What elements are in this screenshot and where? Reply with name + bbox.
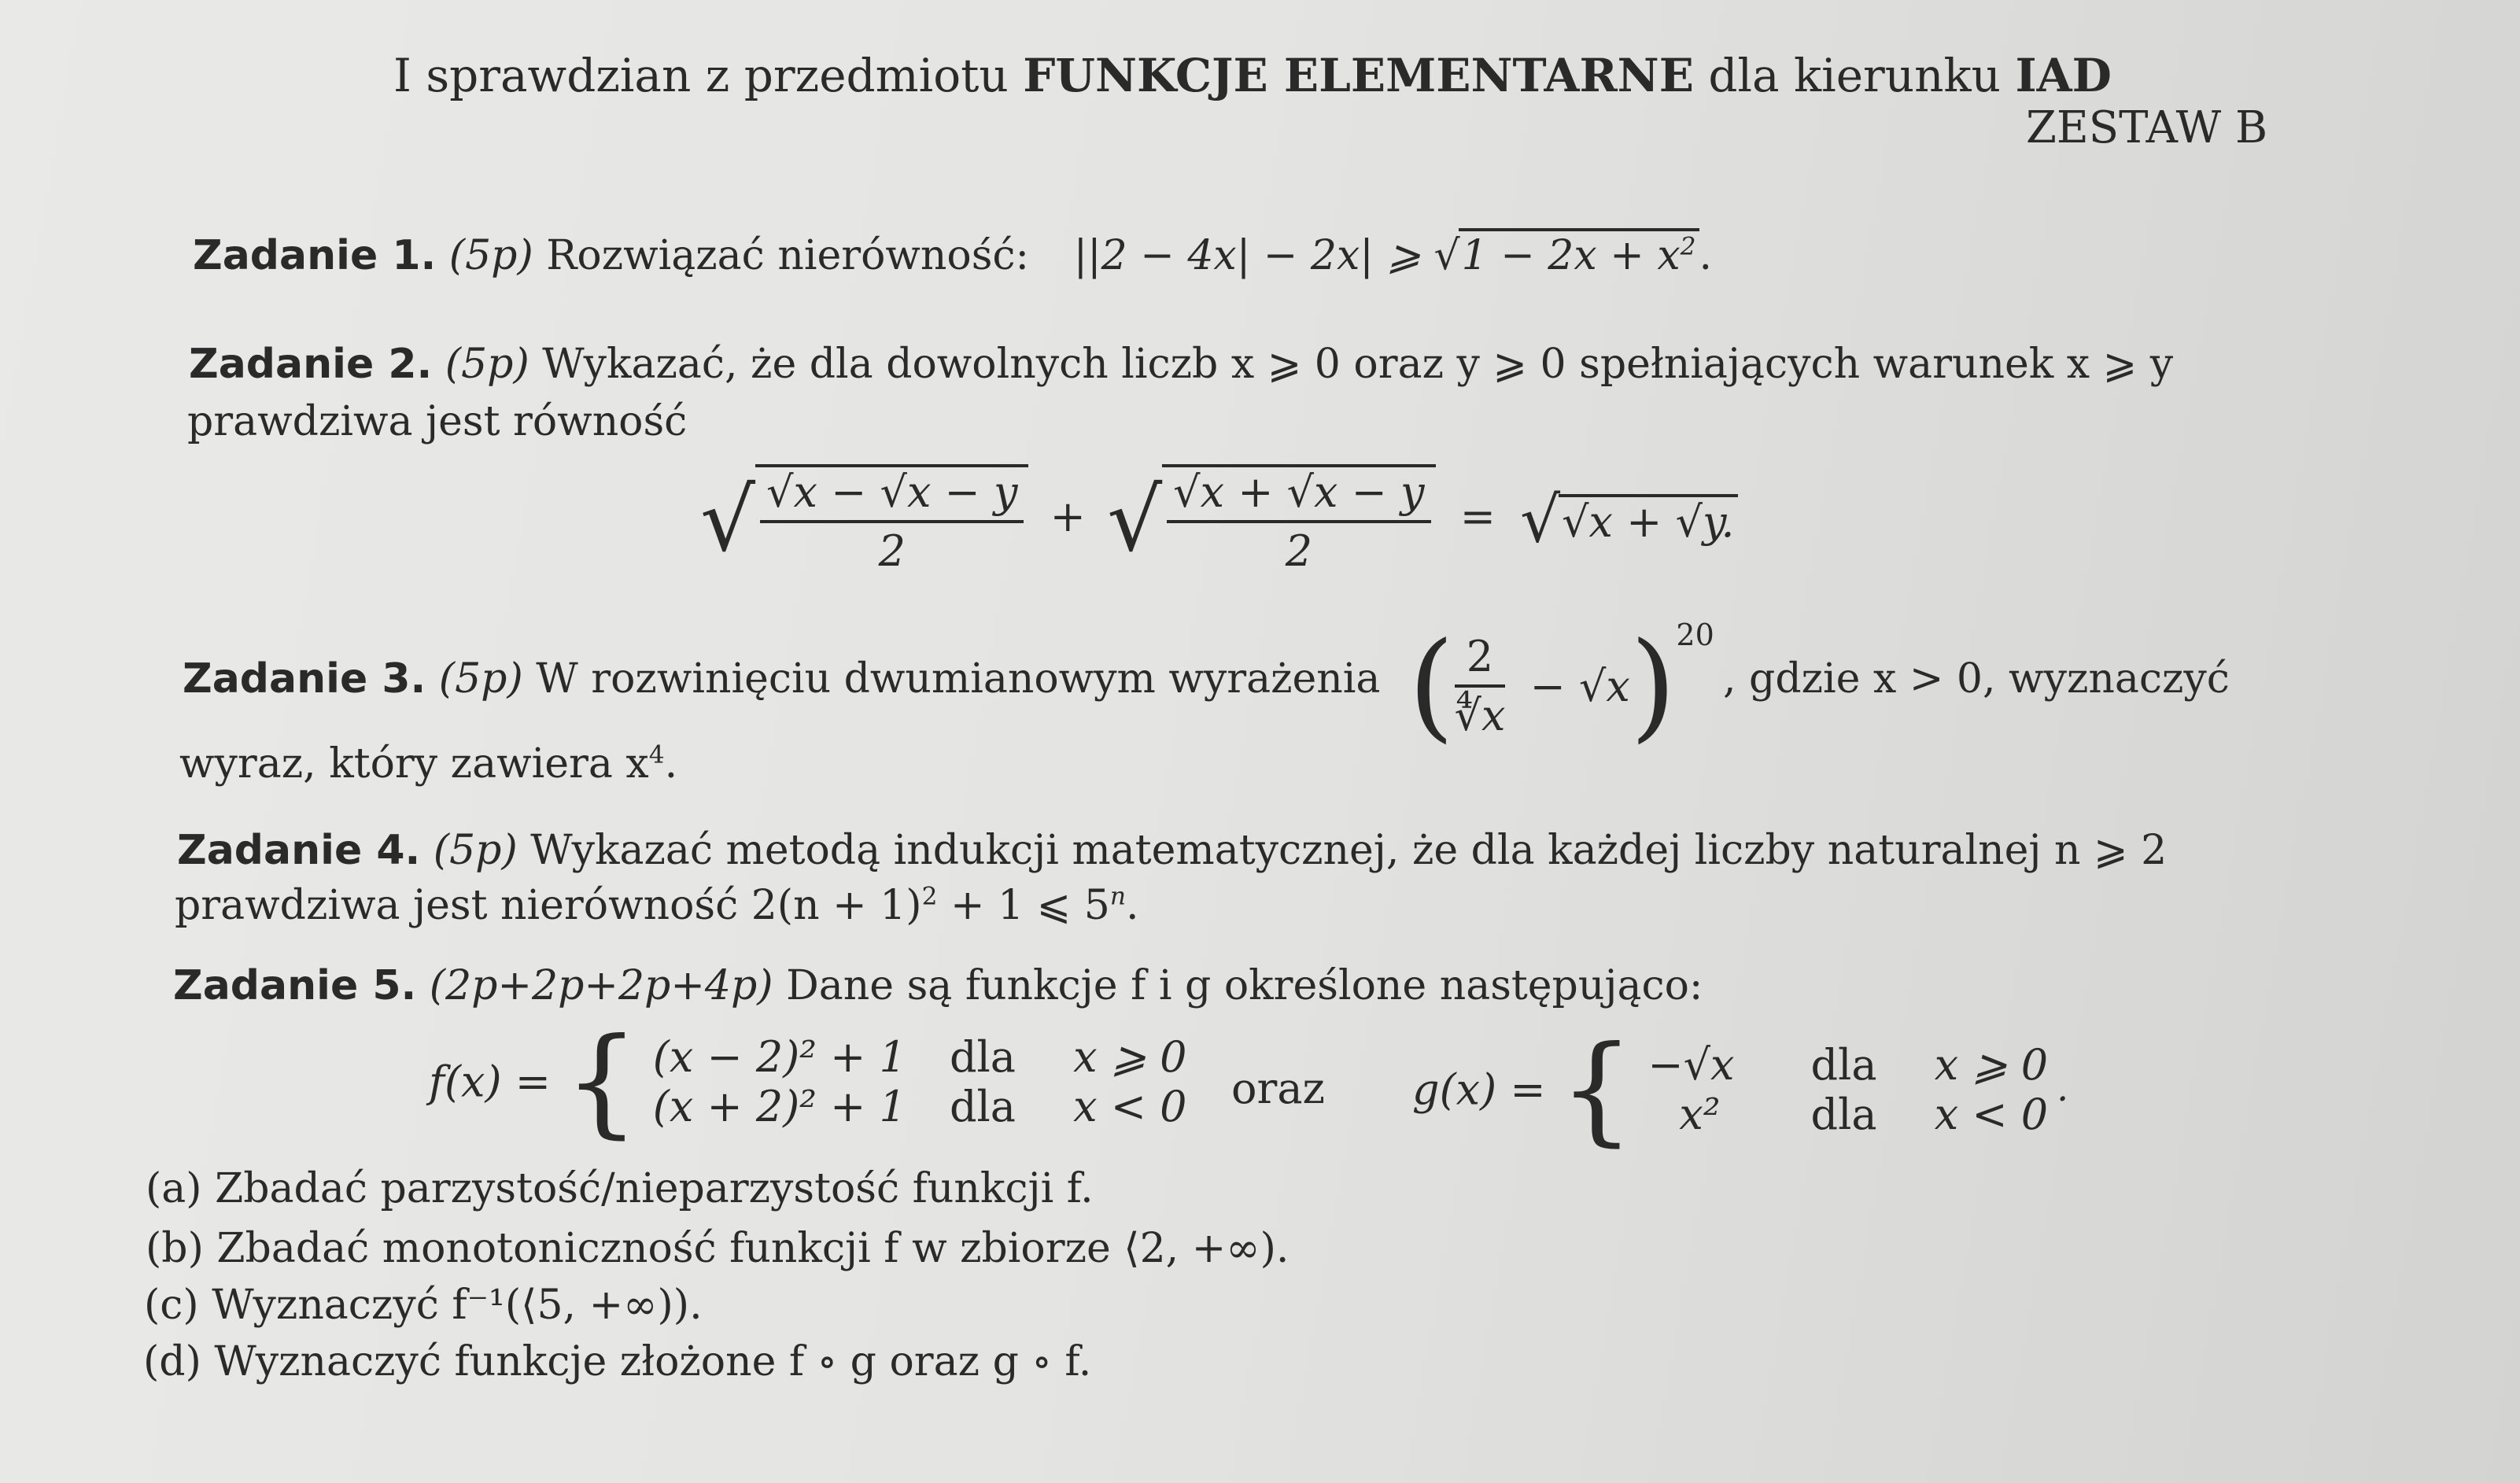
f-case-2: (x + 2)² + 1 dla x < 0 — [652, 1082, 1187, 1131]
task-3-line-2: wyraz, który zawiera $x^4$. — [179, 740, 678, 788]
subtask-b — [146, 1224, 1289, 1273]
task-3-text-after: , gdzie x > 0, wyznaczyć — [1723, 655, 2230, 703]
task-2-frac-1-num: √x − √x − y — [760, 467, 1024, 523]
subtask-c-text: Wyznaczyć f⁻¹(⟨5, +∞)). — [212, 1282, 703, 1329]
task-2-rhs: √x + √y. — [1559, 494, 1737, 547]
title-middle: dla kierunku — [1708, 49, 2001, 102]
f-name: f(x) = — [429, 1057, 551, 1107]
task-4-line-1 — [177, 826, 2167, 875]
task-3-minus-term: − √x — [1529, 661, 1630, 711]
task-2-label: Zadanie 2. — [189, 341, 433, 388]
g-name: g(x) = — [1412, 1064, 1546, 1115]
title-prefix: I sprawdzian z przedmiotu — [393, 49, 1009, 102]
task-3-label: Zadanie 3. — [183, 655, 426, 703]
task-3-points: (5p) — [438, 655, 523, 703]
task-2-line-2: prawdziwa jest równość — [187, 398, 688, 445]
task-1-sqrt-sign: √ — [1433, 232, 1460, 279]
task-2-frac-1-den: 2 — [878, 526, 906, 576]
task-3-frac-den: ∜x — [1454, 691, 1506, 740]
g-brace: { — [1559, 1021, 1635, 1158]
task-1-formula-left: ||2 − 4x| − 2x| ⩾ — [1073, 232, 1421, 279]
task-4-text-1: Wykazać metodą indukcji matematycznej, że dla każdej liczby naturalnej n ⩾ 2 — [530, 827, 2168, 874]
title-program: IAD — [2015, 49, 2112, 102]
task-5-line-1 — [173, 961, 1703, 1010]
subtask-b-marker: (b) — [146, 1225, 204, 1272]
g-definition — [1412, 1021, 2070, 1158]
exam-title — [393, 49, 2112, 102]
task-3-line-1 — [183, 655, 1380, 703]
task-3-frac-num: 2 — [1455, 632, 1506, 688]
task-1-text: Rozwiązać nierówność: — [546, 232, 1030, 279]
task-2-frac-2-num: √x + √x − y — [1167, 467, 1430, 523]
task-5-points: (2p+2p+2p+4p) — [429, 962, 773, 1009]
task-1-points: (5p) — [448, 232, 533, 279]
subtask-a-text: Zbadać parzystość/nieparzystość funkcji f. — [215, 1165, 1094, 1212]
oraz-word: oraz — [1231, 1064, 1325, 1113]
task-4-points: (5p) — [433, 827, 518, 874]
f-cases — [653, 1032, 1187, 1131]
task-3-exp: 4 — [648, 740, 665, 769]
subtask-b-text: Zbadać monotoniczność funkcji f w zbiorze ⟨2, +∞). — [216, 1225, 1290, 1272]
task-1-radicand: $1 - 2x + x^2$ — [1459, 228, 1699, 280]
task-4-line-2: prawdziwa jest nierówność $2(n + 1)^2 + 1$ ⩽ 5$^n$. — [175, 882, 1139, 929]
f-case-1: (x − 2)² + 1 dla x ⩾ 0 — [652, 1032, 1187, 1082]
task-4-label: Zadanie 4. — [177, 827, 421, 874]
task-1 — [193, 228, 1712, 280]
subtask-d — [143, 1337, 1091, 1386]
task-2-equation: √ $\frac{√x - √x - y}{2}$ + √ $\frac{√x + √x - y}{2}$ = √√x + √y. — [700, 464, 1738, 576]
subtask-a-marker: (a) — [146, 1165, 202, 1212]
g-cases — [1647, 1040, 2069, 1139]
f-definition — [429, 1013, 1187, 1150]
f-brace: { — [564, 1013, 640, 1150]
task-1-label: Zadanie 1. — [193, 232, 437, 279]
task-2-equals: = — [1459, 492, 1496, 541]
task-2-line-1 — [189, 340, 2173, 389]
subtask-d-text: Wyznaczyć funkcje złożone f ∘ g oraz g ∘ f. — [214, 1338, 1092, 1385]
subtask-c-marker: (c) — [144, 1282, 199, 1329]
task-2-points: (5p) — [445, 341, 529, 388]
task-2-text-1: Wykazać, że dla dowolnych liczb x ⩾ 0 oraz y ⩾ 0 spełniających warunek x ⩾ y — [542, 341, 2174, 388]
task-2-plus: + — [1050, 492, 1086, 541]
title-subject: FUNKCJE ELEMENTARNE — [1023, 49, 1694, 102]
g-case-2: x² dla x < 0˙ — [1679, 1090, 2070, 1139]
task-2-frac-2-den: 2 — [1285, 526, 1313, 576]
task-5-text: Dane są funkcje f i g określone następująco: — [786, 962, 1703, 1009]
task-3-text: W rozwinięciu dwumianowym wyrażenia — [536, 655, 1381, 703]
subtask-a — [146, 1164, 1094, 1213]
subtask-d-marker: (d) — [143, 1338, 201, 1385]
subtask-c — [144, 1281, 703, 1330]
task-3-expression: ( $\frac{2}{∜x}$ − √x)$^{20}$ — [1408, 618, 1714, 754]
g-case-1: −√x dla x ⩾ 0 — [1647, 1040, 2049, 1090]
task-1-end: . — [1699, 232, 1713, 279]
task-3-exponent: 20 — [1676, 618, 1714, 652]
task-5-label: Zadanie 5. — [173, 962, 417, 1009]
set-label: ZESTAW B — [2026, 102, 2268, 153]
